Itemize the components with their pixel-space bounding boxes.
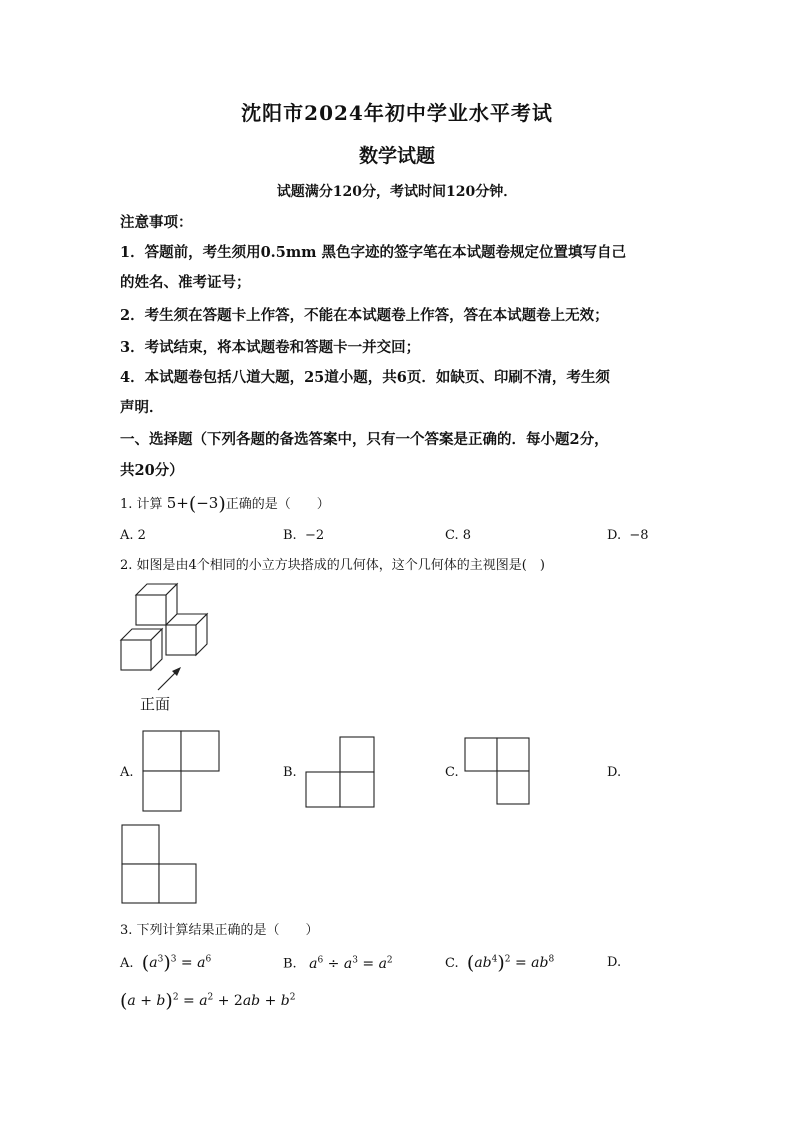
option-d-figure: [122, 825, 202, 907]
exam-info: 试题满分120分，考试时间120分钟．: [276, 184, 518, 200]
question-1-expr-inner: −3: [196, 494, 219, 512]
cube-front-face: [136, 595, 166, 625]
note-line: 3．考试结束，将本试题卷和答题卡一并交回；: [120, 339, 421, 356]
question-1: [120, 493, 330, 515]
formula-a: $(a^3)^3 = a^6$: [141, 952, 212, 974]
option-a[interactable]: A. $(a^3)^3 = a^6$: [120, 952, 212, 974]
option-a[interactable]: A. 2: [120, 528, 146, 543]
note-line: 2．考生须在答题卡上作答，不能在本试题卷上作答，答在本试题卷上无效；: [120, 307, 609, 324]
option-c[interactable]: C. 8: [445, 528, 472, 543]
formula-c: $(ab^4)^2 = ab^8$: [466, 952, 555, 974]
paren-left: (: [188, 493, 197, 515]
section-heading: 一、选择题（下列各题的备选答案中，只有一个答案是正确的．每小题2分，: [120, 431, 609, 448]
formula-d: $(a + b)^2 = a^2 + 2ab + b^2$: [120, 990, 296, 1012]
formula-b: $a^6 \div a^3 = a^2$: [309, 955, 393, 972]
paren-right: ): [218, 493, 226, 515]
option-d[interactable]: D.: [607, 955, 622, 970]
option-d[interactable]: D.: [607, 765, 622, 780]
section-heading: 共20分）: [120, 462, 184, 479]
option-d[interactable]: D. −8: [607, 528, 649, 543]
question-1-expr: 5+: [166, 494, 189, 512]
question-1-suffix: 正确的是（ ）: [225, 497, 330, 512]
option-c-figure: [465, 738, 533, 808]
note-line: 1．答题前，考生须用0.5mm 黑色字迹的签字笔在本试题卷规定位置填写自己: [120, 244, 627, 261]
option-b[interactable]: B. $a^6 \div a^3 = a^2$: [283, 955, 393, 972]
note-line: 声明．: [120, 399, 164, 416]
cube-front-face: [121, 640, 151, 670]
front-caption: 正面: [140, 695, 171, 713]
note-line: 4．本试题卷包括八道大题，25道小题，共6页．如缺页、印刷不清，考生须: [120, 369, 610, 386]
option-b[interactable]: B. −2: [283, 528, 325, 543]
page-subtitle: 数学试题: [358, 145, 435, 167]
option-c[interactable]: C.: [445, 765, 459, 780]
option-b-figure: [306, 737, 378, 809]
note-line: 的姓名、准考证号；: [120, 274, 251, 291]
option-b[interactable]: B.: [283, 765, 297, 780]
option-a-figure: [143, 731, 223, 813]
option-a[interactable]: A.: [120, 765, 134, 780]
question-2: 2. 如图是由4个相同的小立方块搭成的几何体，这个几何体的主视图是( ): [120, 558, 545, 573]
cube-front-face: [166, 625, 196, 655]
option-c[interactable]: C. $(ab^4)^2 = ab^8$: [445, 952, 555, 974]
question-3: 3. 下列计算结果正确的是（ ）: [120, 923, 319, 938]
page-title: 沈阳市2024年初中学业水平考试: [241, 101, 553, 125]
notes-heading: 注意事项：: [120, 214, 193, 231]
question-1-prefix: 1. 计算: [120, 497, 163, 512]
